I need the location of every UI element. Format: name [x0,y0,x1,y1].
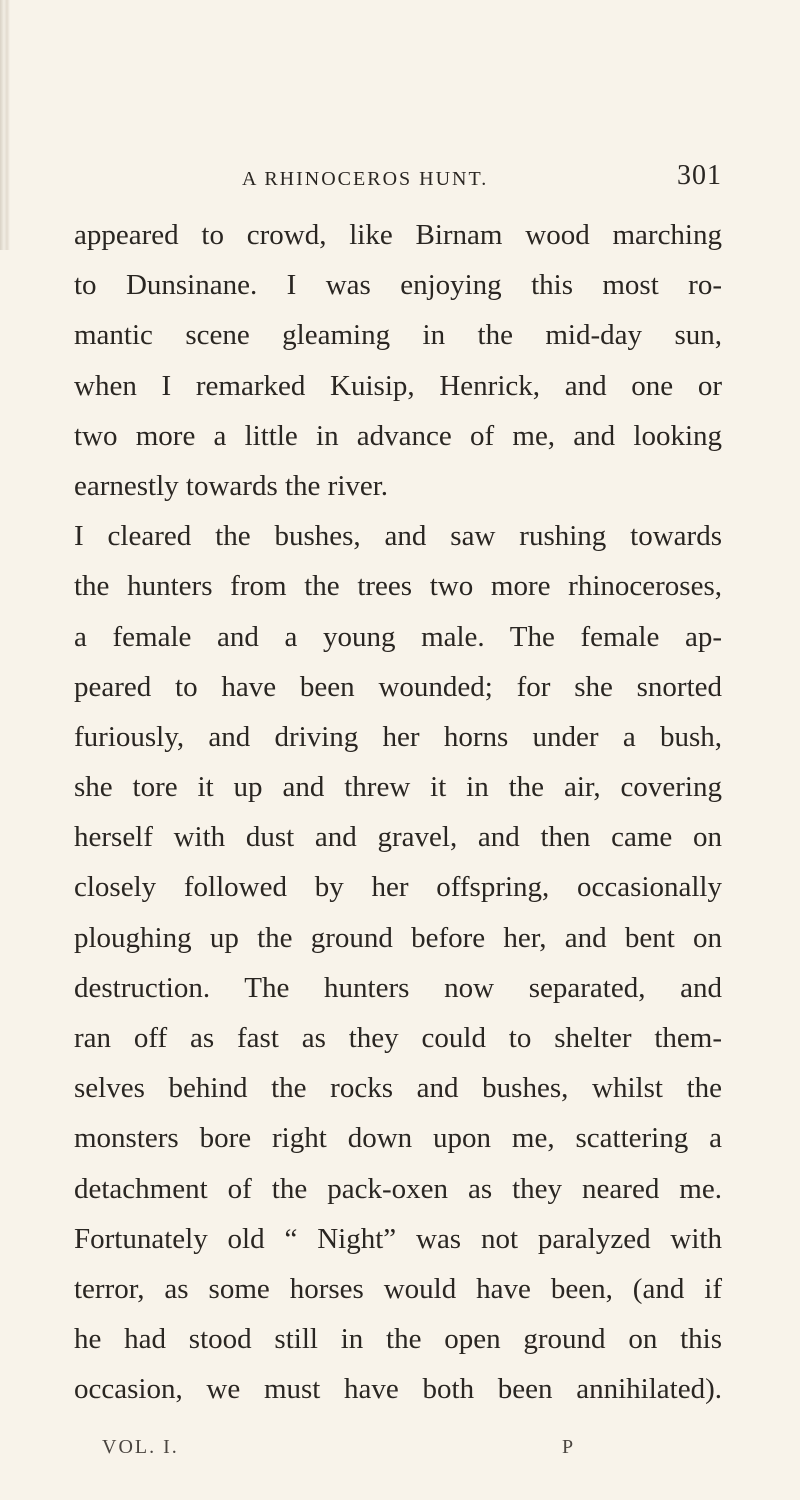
text-line: closely followed by her offspring, occasionally [74,871,722,904]
text-line: a female and a young male. The female ap- [74,620,722,653]
text-line: I cleared the bushes, and saw rushing towards [74,520,722,553]
text-line: herself with dust and gravel, and then came on [74,821,722,854]
text-line: detachment of the pack-oxen as they neared me. [74,1172,722,1205]
volume-mark: VOL. I. [102,1436,179,1458]
text-line: terror, as some horses would have been, (and if [74,1272,722,1305]
text-line: the hunters from the trees two more rhinoceroses, [74,570,722,603]
binding-gutter [0,0,10,250]
text-line: earnestly towards the river. [74,469,389,502]
running-head: A RHINOCEROS HUNT. [242,168,489,190]
text-line: furiously, and driving her horns under a bush, [74,720,722,753]
text-line: appeared to crowd, like Birnam wood marching [74,219,722,251]
page-footer [102,1436,682,1466]
text-line: monsters bore right down upon me, scattering a [74,1122,722,1155]
page-header [74,160,722,196]
text-line: mantic scene gleaming in the mid-day sun, [74,319,722,352]
text-line: destruction. The hunters now separated, and [74,971,722,1004]
text-line: ran off as fast as they could to shelter them- [74,1022,722,1054]
text-line: peared to have been wounded; for she snorted [74,670,722,703]
signature-mark: P [562,1436,576,1458]
text-line: selves behind the rocks and bushes, whilst the [74,1072,722,1105]
text-line: when I remarked Kuisip, Henrick, and one or [74,369,722,402]
text-line: he had stood still in the open ground on this [74,1323,722,1356]
text-line: ploughing up the ground before her, and bent on [74,921,722,954]
text-line: to Dunsinane. I was enjoying this most ro- [74,269,722,302]
text-line: occasion, we must have both been annihilated). [74,1373,722,1406]
text-line: two more a little in advance of me, and looking [74,419,722,452]
text-line: Fortunately old “ Night” was not paralyzed with [74,1222,722,1255]
body-text [74,210,722,1415]
text-line: she tore it up and threw it in the air, covering [74,771,722,804]
page-number: 301 [677,160,722,191]
